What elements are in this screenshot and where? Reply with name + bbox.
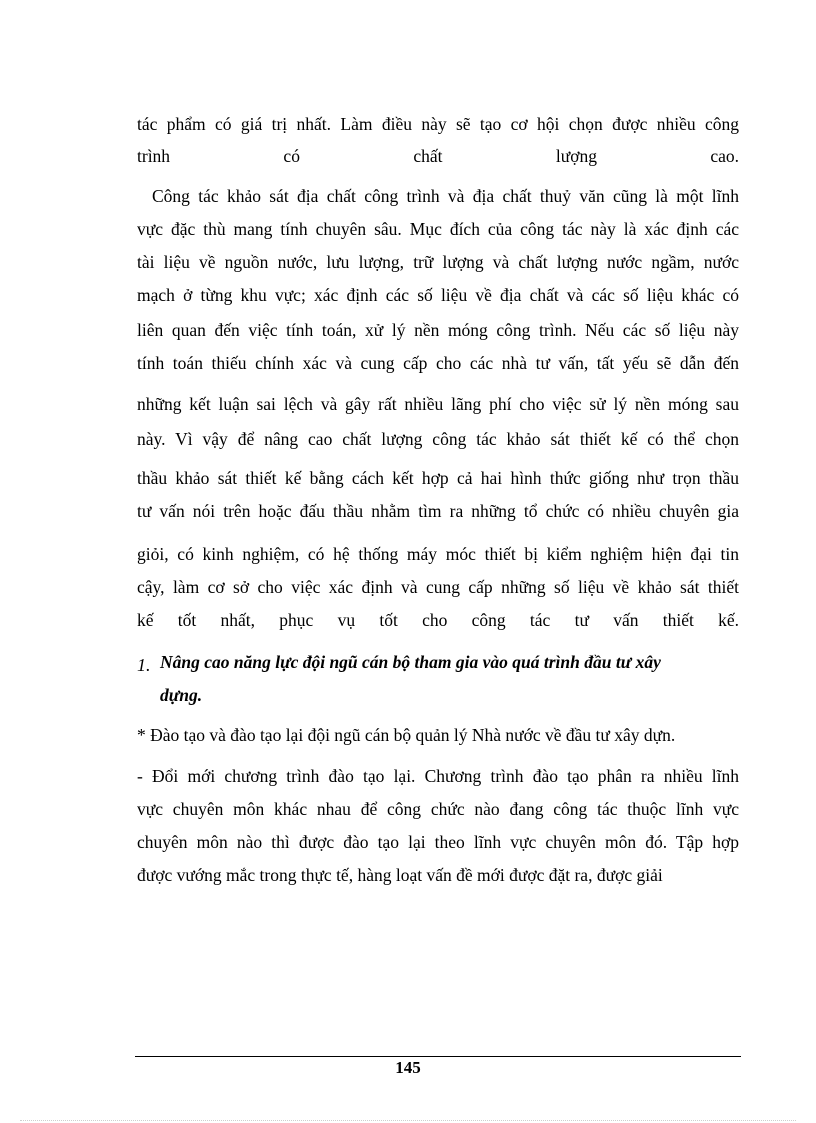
footer-rule bbox=[135, 1056, 741, 1057]
subheading-line: * Đào tạo và đào tạo lại đội ngũ cán bộ quản lý Nhà nước về đầu tư xây dựn. bbox=[137, 725, 676, 745]
text-line: những kết luận sai lệch và gây rất nhiều lãng phí cho việc sử lý nền móng sau bbox=[137, 394, 739, 414]
heading-number: 1. bbox=[137, 655, 151, 675]
text-line: chuyên môn nào thì được đào tạo lại theo lĩnh vực chuyên môn đó. Tập hợp bbox=[137, 832, 739, 852]
text-line: liên quan đến việc tính toán, xử lý nền móng công trình. Nếu các số liệu này bbox=[137, 320, 739, 340]
page-number: 145 bbox=[395, 1058, 421, 1077]
text-line: tính toán thiếu chính xác và cung cấp cho các nhà tư vấn, tất yếu sẽ dẫn đến bbox=[137, 353, 739, 373]
text-line: giỏi, có kinh nghiệm, có hệ thống máy móc thiết bị kiểm nghiệm hiện đại tin bbox=[137, 544, 739, 564]
text-line: tài liệu về nguồn nước, lưu lượng, trữ lượng và chất lượng nước ngầm, nước bbox=[137, 252, 739, 272]
text-line: này. Vì vậy để nâng cao chất lượng công tác khảo sát thiết kế có thể chọn bbox=[137, 429, 739, 449]
text-line: mạch ở từng khu vực; xác định các số liệu về địa chất và các số liệu khác có bbox=[137, 285, 739, 305]
text-line: trình có chất lượng cao. bbox=[137, 146, 739, 166]
page-edge-divider bbox=[20, 1120, 796, 1121]
bullet-line: - Đổi mới chương trình đào tạo lại. Chương trình đào tạo phân ra nhiều lĩnh bbox=[137, 766, 739, 786]
text-line: vực đặc thù mang tính chuyên sâu. Mục đích của công tác này là xác định các bbox=[137, 219, 739, 239]
section-heading-continuation: dựng. bbox=[160, 685, 203, 705]
section-heading: Nâng cao năng lực đội ngũ cán bộ tham gia vào quá trình đầu tư xây bbox=[160, 652, 661, 672]
paragraph-first-line: Công tác khảo sát địa chất công trình và địa chất thuỷ văn cũng là một lĩnh bbox=[152, 186, 739, 206]
text-line: cậy, làm cơ sở cho việc xác định và cung cấp những số liệu về khảo sát thiết bbox=[137, 577, 739, 597]
text-line: tác phẩm có giá trị nhất. Làm điều này sẽ tạo cơ hội chọn được nhiều công bbox=[137, 114, 739, 134]
text-line: vực chuyên môn khác nhau để công chức nào đang công tác thuộc lĩnh vực bbox=[137, 799, 739, 819]
text-line: kế tốt nhất, phục vụ tốt cho công tác tư vấn thiết kế. bbox=[137, 610, 739, 630]
text-line: được vướng mắc trong thực tế, hàng loạt vấn đề mới được đặt ra, được giải bbox=[137, 865, 663, 885]
text-line: tư vấn nói trên hoặc đấu thầu nhằm tìm ra những tổ chức có nhiều chuyên gia bbox=[137, 501, 739, 521]
text-line: thầu khảo sát thiết kế bằng cách kết hợp cả hai hình thức giống như trọn thầu bbox=[137, 468, 739, 488]
